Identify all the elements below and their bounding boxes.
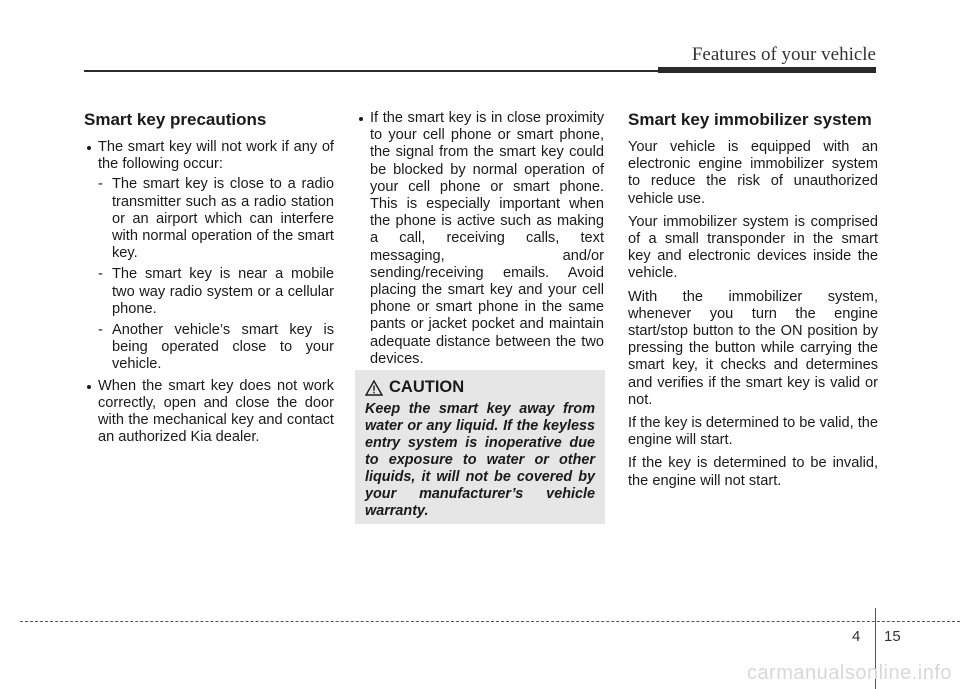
header-rule-accent	[658, 67, 876, 73]
paragraph: Your vehicle is equipped with an electronic engine immobilizer system to reduce the risk of unauthorized vehicle use.	[628, 139, 878, 207]
bullet-item: The smart key will not work if any of the following occur:	[84, 139, 334, 173]
caution-text: Keep the smart key away from water or any liquid. If the keyless entry system is inoperative due to exposure to water or other liquids, it will not be covered by your manufacturer’s vehicle warranty.	[365, 401, 595, 519]
smart-key-precautions-heading: Smart key precautions	[84, 110, 267, 129]
chapter-number: 4	[852, 628, 861, 645]
watermark: carmanualsonline.info	[746, 662, 952, 684]
warning-triangle-icon	[365, 380, 383, 396]
sub-item: - The smart key is near a mobile two way radio system or a cellular phone.	[98, 266, 334, 317]
sub-item-text: Another vehicle’s smart key is being operated close to your vehicle.	[112, 322, 334, 373]
page-number: 15	[884, 628, 901, 645]
section-header-title: Features of your vehicle	[691, 44, 876, 65]
paragraph: If the key is determined to be invalid, the engine will not start.	[628, 455, 878, 489]
footer-rule	[20, 621, 960, 622]
paragraph: Your immobilizer system is comprised of a small transponder in the smart key and electronic devices inside the vehicle.	[628, 213, 878, 282]
caution-header	[365, 378, 595, 397]
sub-item-text: The smart key is near a mobile two way radio system or a cellular phone.	[112, 266, 334, 317]
immobilizer-heading: Smart key immobilizer system	[628, 110, 872, 129]
sub-item-text: The smart key is close to a radio transmitter such as a radio station or an airport which can interfere with normal operation of the smart key.	[112, 176, 334, 262]
caution-box	[355, 370, 605, 524]
paragraph: With the immobilizer system, whenever you turn the engine start/stop button to the ON position by pressing the button while carrying the smart key, it checks and determines and verifies if the smart key is valid or not.	[628, 288, 878, 408]
sub-item: - Another vehicle’s smart key is being operated close to your vehicle.	[98, 322, 334, 373]
paragraph: If the key is determined to be valid, the engine will start.	[628, 415, 878, 449]
bullet-item: When the smart key does not work correctly, open and close the door with the mechanical key and contact an authorized Kia dealer.	[84, 378, 334, 447]
middle-column	[356, 110, 604, 370]
sub-item: - The smart key is close to a radio transmitter such as a radio station or an airport which can interfere with normal operation of the smart key.	[98, 176, 334, 262]
left-column	[84, 110, 334, 448]
bullet-item: If the smart key is in close proximity to your cell phone or smart phone, the signal from the smart key could be blocked by normal operation of your cell phone or smart phone. This is especially important when the phone is active such as making a call, receiving calls, text messaging, and/or sending/receiving emails. Avoid placing the smart key and your cell phone or smart phone in the same pants or jacket pocket and maintain adequate distance between the two devices.	[356, 110, 604, 368]
right-column	[628, 110, 878, 496]
caution-title: CAUTION	[389, 378, 465, 396]
